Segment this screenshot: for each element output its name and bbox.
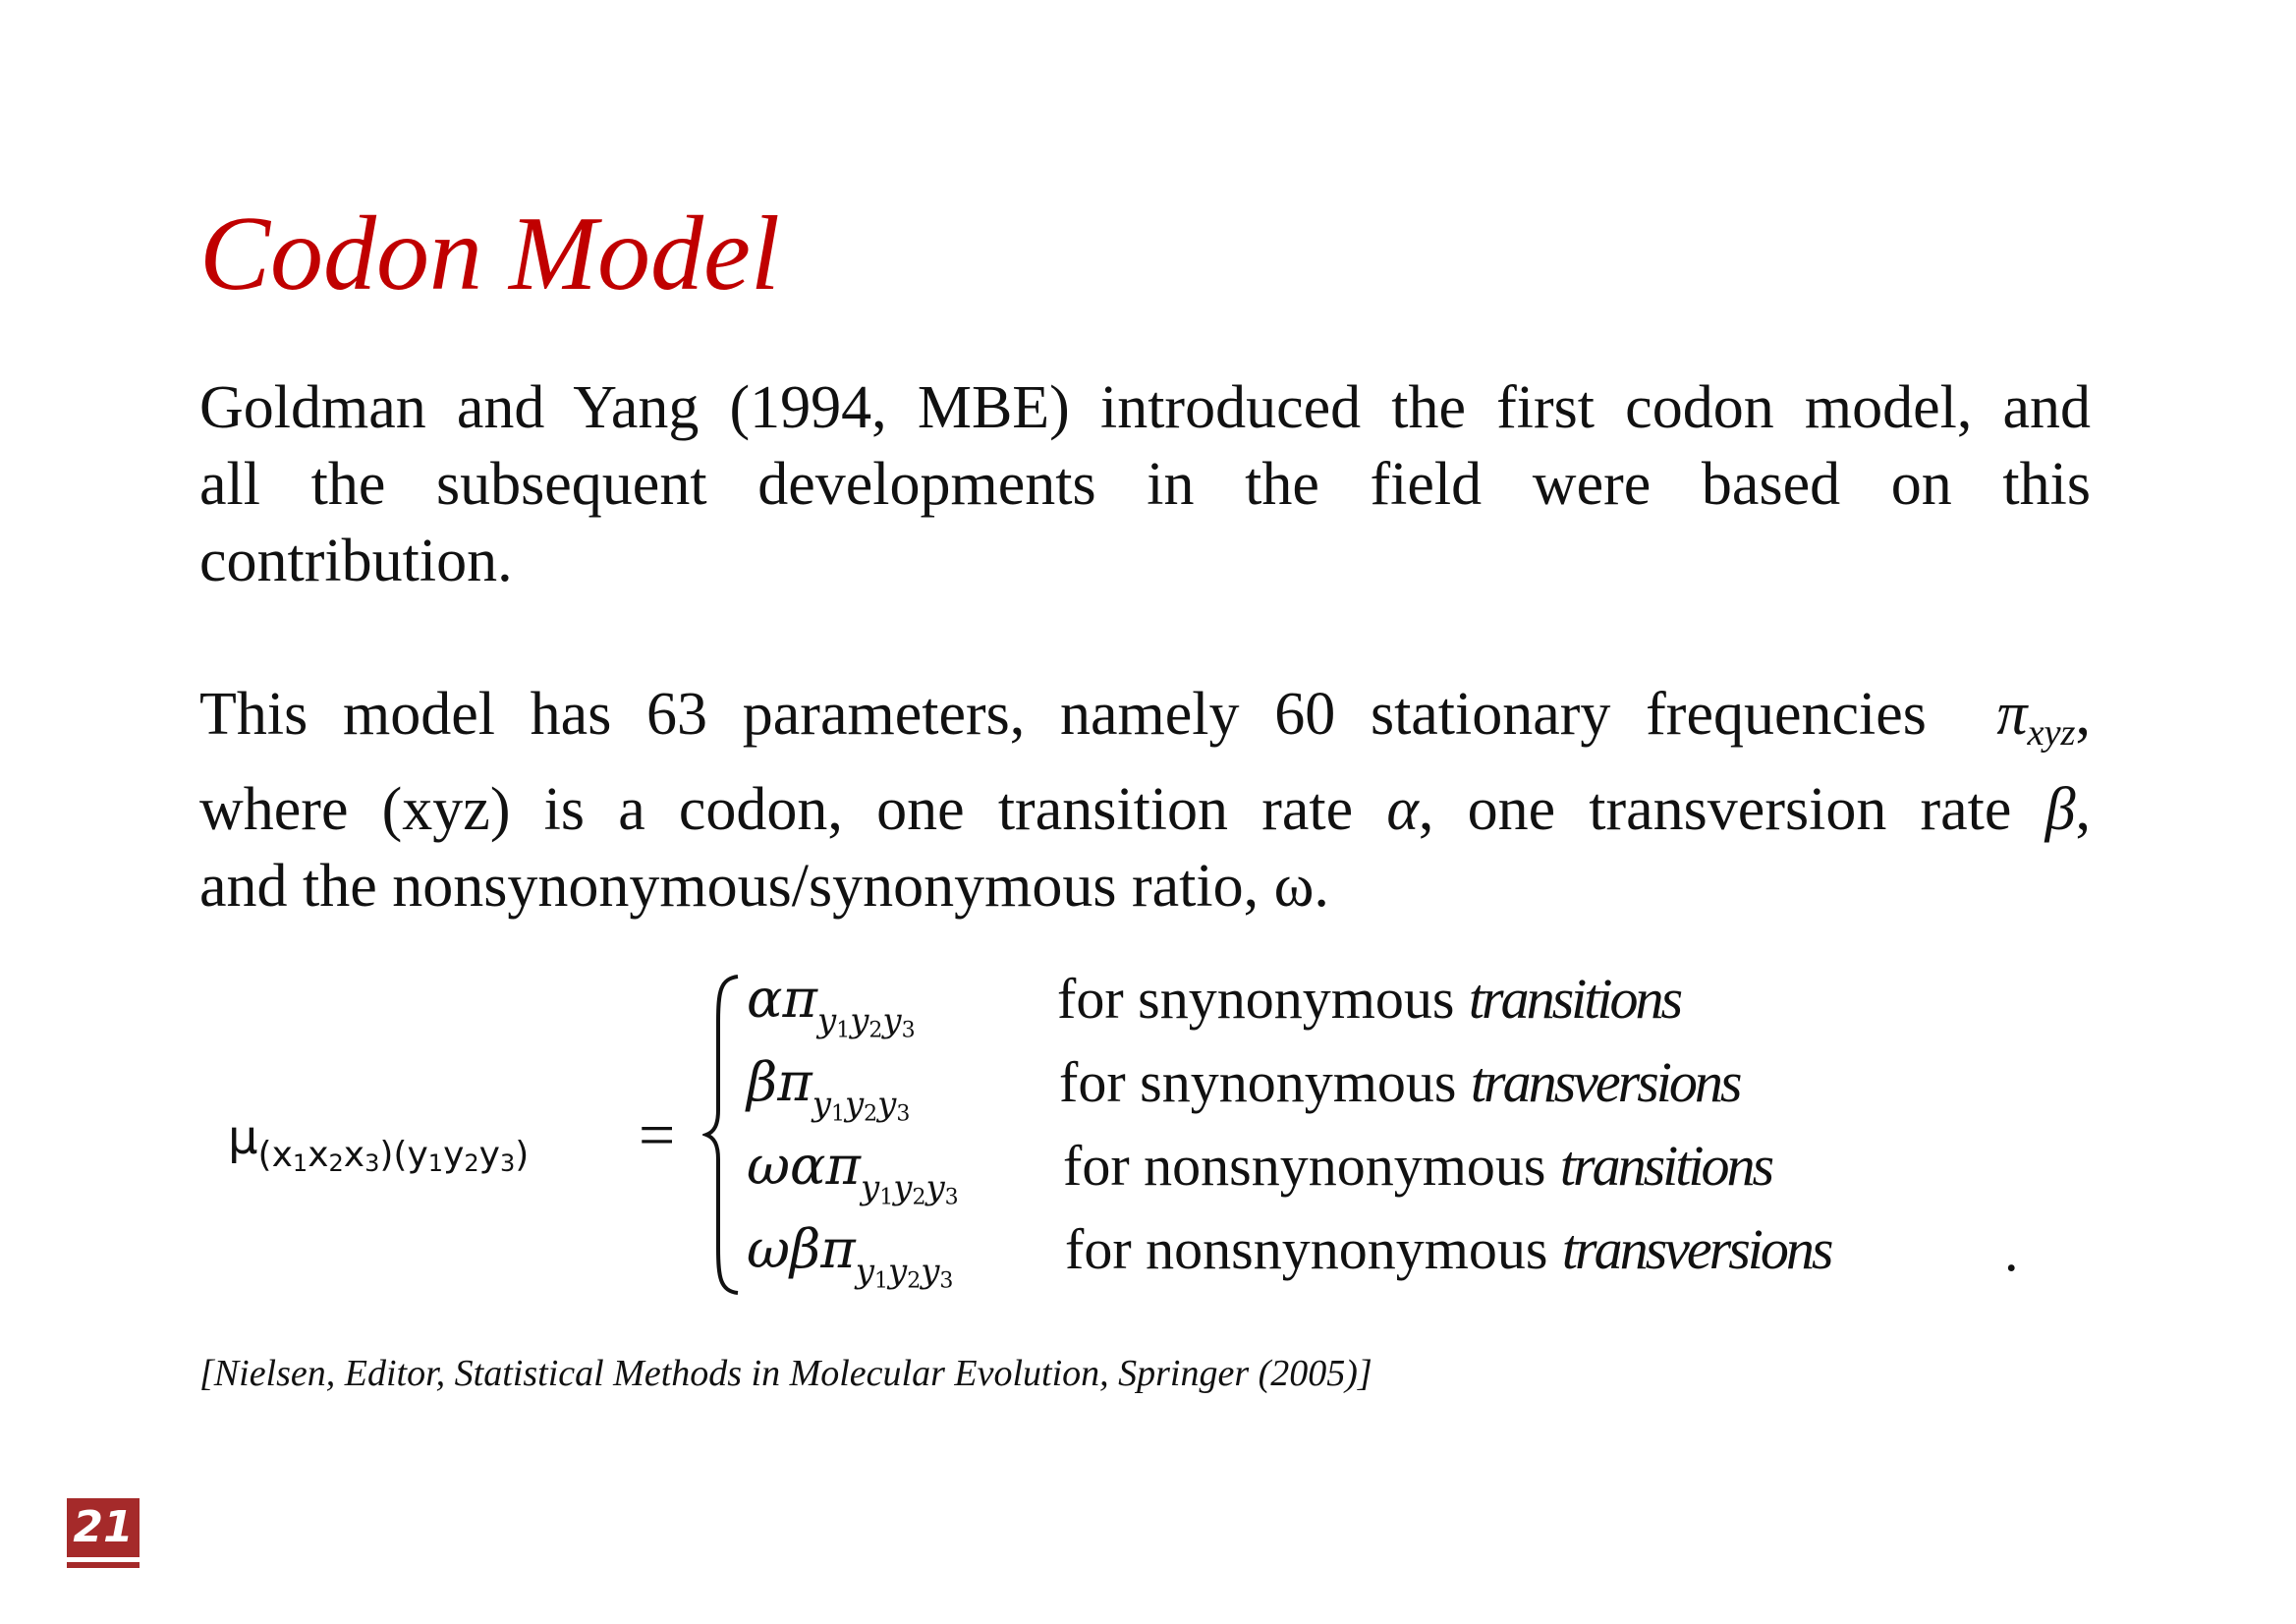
page-number: 21 — [67, 1498, 140, 1557]
case-prefix: for nonsnynonymous — [1063, 1134, 1560, 1198]
sub-part: y — [893, 1168, 913, 1208]
pi-symbol: π — [1996, 681, 2028, 748]
sub-part: y — [921, 1252, 940, 1292]
case-rate-4 — [747, 1218, 953, 1294]
case-prefix: for snynonymous — [1059, 1050, 1471, 1114]
mu-sub-index: 1 — [427, 1148, 444, 1177]
pi-xyz-symbol — [1996, 681, 2091, 754]
mu-sub-part: y — [478, 1134, 500, 1175]
rate-symbol: βπ — [747, 1051, 812, 1113]
case-rate-1 — [747, 968, 916, 1043]
mu-sub-part: y — [443, 1134, 465, 1175]
comma: , — [2075, 681, 2091, 748]
pi-subscript — [816, 1001, 916, 1043]
pi-subscript: xyz — [2027, 711, 2076, 754]
paragraph-line — [199, 771, 2091, 848]
paragraph-line: all the subsequent developments in the field were based on this — [199, 451, 2091, 518]
sub-part: y — [844, 1085, 865, 1125]
sub-index: 1 — [879, 1185, 894, 1210]
paragraph-text: , one transversion rate — [1418, 775, 2012, 843]
case-kind: transitions — [1559, 1134, 1772, 1198]
mu-sub-index: 1 — [292, 1148, 308, 1177]
sub-index: 2 — [912, 1185, 926, 1210]
rate-symbol: απ — [747, 968, 817, 1030]
paragraph-intro — [199, 369, 2091, 599]
sub-index: 3 — [939, 1268, 954, 1294]
sub-part: y — [850, 1001, 869, 1041]
beta-symbol: β — [2044, 775, 2076, 843]
pi-subscript — [855, 1252, 954, 1294]
equation-period: . — [2004, 1219, 2019, 1283]
paragraph-parameters — [199, 676, 2091, 924]
sub-part: y — [882, 1001, 902, 1041]
mu-sub-part: x — [343, 1134, 365, 1175]
paragraph-line — [199, 676, 2091, 771]
case-desc-4 — [1065, 1216, 1830, 1282]
case-desc-3 — [1063, 1133, 1771, 1199]
equals-sign: = — [639, 1099, 676, 1171]
sub-index: 2 — [864, 1101, 878, 1127]
sub-index: 2 — [907, 1268, 922, 1294]
sub-part: y — [925, 1168, 945, 1208]
sub-part: y — [877, 1085, 897, 1125]
paragraph-line: Goldman and Yang (1994, MBE) introduced the first codon model, and — [199, 374, 2091, 441]
comma: , — [2075, 775, 2092, 843]
case-prefix: for nonsnynonymous — [1065, 1217, 1562, 1281]
paragraph-text: where (xyz) is a codon, one transition rate — [199, 775, 1354, 843]
mu-subscript — [258, 1135, 530, 1175]
page-number-underline — [67, 1562, 140, 1568]
mu-sub-part: )(y — [379, 1134, 428, 1175]
case-kind: transversions — [1470, 1050, 1740, 1114]
mu-sub-index: 3 — [364, 1148, 380, 1177]
sub-index: 3 — [896, 1101, 911, 1127]
mu-sub-index: 3 — [499, 1148, 516, 1177]
sub-part: y — [855, 1252, 874, 1292]
mu-sub-index: 2 — [328, 1148, 344, 1177]
slide-title: Codon Model — [199, 196, 780, 312]
mu-sub-part: x — [308, 1134, 329, 1175]
sub-index: 1 — [836, 1018, 851, 1043]
rate-symbol: ωβπ — [747, 1218, 856, 1280]
equation-lhs — [228, 1110, 529, 1176]
sub-index: 3 — [944, 1185, 959, 1210]
rate-symbol: ωαπ — [747, 1135, 861, 1197]
paragraph-text: This model has 63 parameters, namely 60 stationary frequencies — [199, 681, 1927, 748]
sub-part: y — [861, 1168, 880, 1208]
mu-symbol: μ — [228, 1110, 258, 1165]
paragraph-line: contribution. — [199, 528, 513, 594]
pi-subscript — [812, 1085, 911, 1127]
sub-part: y — [812, 1085, 831, 1125]
case-desc-1 — [1057, 966, 1680, 1032]
case-kind: transitions — [1468, 967, 1681, 1031]
sub-index: 1 — [830, 1101, 845, 1127]
sub-index: 1 — [873, 1268, 888, 1294]
mu-sub-part: (x — [257, 1134, 293, 1175]
citation: [Nielsen, Editor, Statistical Methods in Molecular Evolution, Springer (2005)] — [199, 1353, 1372, 1394]
mu-sub-index: 2 — [464, 1148, 479, 1177]
pi-subscript — [861, 1168, 959, 1210]
mu-sub-part: ) — [515, 1134, 530, 1175]
sub-part: y — [816, 1001, 837, 1041]
case-kind: transversions — [1561, 1217, 1831, 1281]
case-rate-2 — [747, 1051, 910, 1127]
case-rate-3 — [747, 1135, 959, 1210]
sub-part: y — [887, 1252, 908, 1292]
paragraph-line: and the nonsynonymous/synonymous ratio, ω. — [199, 852, 1329, 920]
sub-index: 3 — [901, 1018, 916, 1043]
case-prefix: for snynonymous — [1057, 967, 1469, 1031]
sub-index: 2 — [868, 1018, 883, 1043]
left-brace-icon — [702, 973, 742, 1297]
case-desc-2 — [1059, 1049, 1739, 1115]
alpha-symbol: α — [1386, 775, 1419, 843]
